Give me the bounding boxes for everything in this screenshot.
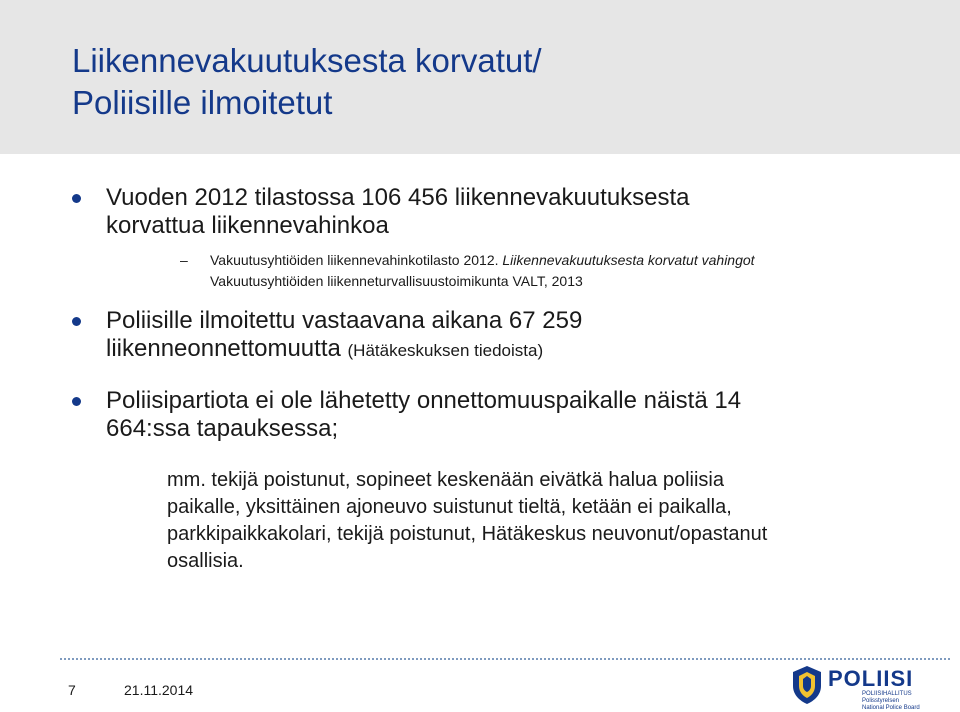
bullet-1 <box>106 184 690 240</box>
title-line-2: Poliisille ilmoitetut <box>72 84 333 121</box>
source-text-a: Vakuutusyhtiöiden liikennevahinkotilasto 2012. <box>210 252 499 268</box>
poliisi-logo <box>790 664 942 711</box>
bullet-3-line-1: Poliisipartiota ei ole lähetetty onnettomuuspaikalle näistä 14 <box>106 387 742 414</box>
logo-sub-2: Polisstyrelsen <box>862 698 900 704</box>
detail-paragraph <box>167 467 907 575</box>
bullet-dot-icon <box>72 194 81 203</box>
source-note <box>180 250 755 292</box>
detail-line-3: parkkipaikkakolari, tekijä poistunut, Hätäkeskus neuvonut/opastanut <box>167 523 768 545</box>
title-line-1: Liikennevakuutuksesta korvatut/ <box>72 42 542 79</box>
footer-date: 21.11.2014 <box>124 682 194 698</box>
bullet-2-line-2-small: (Hätäkeskuksen tiedoista) <box>347 341 544 360</box>
bullet-1-line-1: Vuoden 2012 tilastossa 106 456 liikennevakuutuksesta <box>106 184 690 211</box>
bullet-1-line-2: korvattua liikennevahinkoa <box>106 212 389 239</box>
footer-divider <box>60 658 950 660</box>
logo-subtitle <box>862 691 942 712</box>
bullet-2 <box>106 307 582 365</box>
source-text-italic: Liikennevakuutuksesta korvatut vahingot <box>502 252 755 268</box>
source-line-1 <box>210 250 755 271</box>
detail-line-4: osallisia. <box>167 550 244 572</box>
bullet-dot-icon <box>72 397 81 406</box>
source-line-2: Vakuutusyhtiöiden liikenneturvallisuustoimikunta VALT, 2013 <box>210 273 583 289</box>
logo-sub-3: National Police Board <box>862 705 920 711</box>
detail-line-2: paikalle, yksittäinen ajoneuvo suistunut tieltä, ketään ei paikalla, <box>167 496 732 518</box>
bullet-2-line-1: Poliisille ilmoitettu vastaavana aikana 67 259 <box>106 307 583 334</box>
bullet-3 <box>106 387 741 443</box>
page-number: 7 <box>68 682 76 698</box>
police-badge-icon <box>790 664 824 706</box>
dash-icon: – <box>180 252 188 268</box>
bullet-dot-icon <box>72 317 81 326</box>
bullet-2-line-2-main: liikenneonnettomuutta <box>106 335 341 362</box>
logo-name: POLIISI <box>828 666 914 691</box>
detail-line-1: mm. tekijä poistunut, sopineet keskenään eivätkä halua poliisia <box>167 469 724 491</box>
bullet-3-line-2: 664:ssa tapauksessa; <box>106 415 339 442</box>
bullet-2-line-2 <box>106 335 582 365</box>
slide-title <box>72 40 542 124</box>
logo-sub-1: POLIISIHALLITUS <box>862 691 912 697</box>
